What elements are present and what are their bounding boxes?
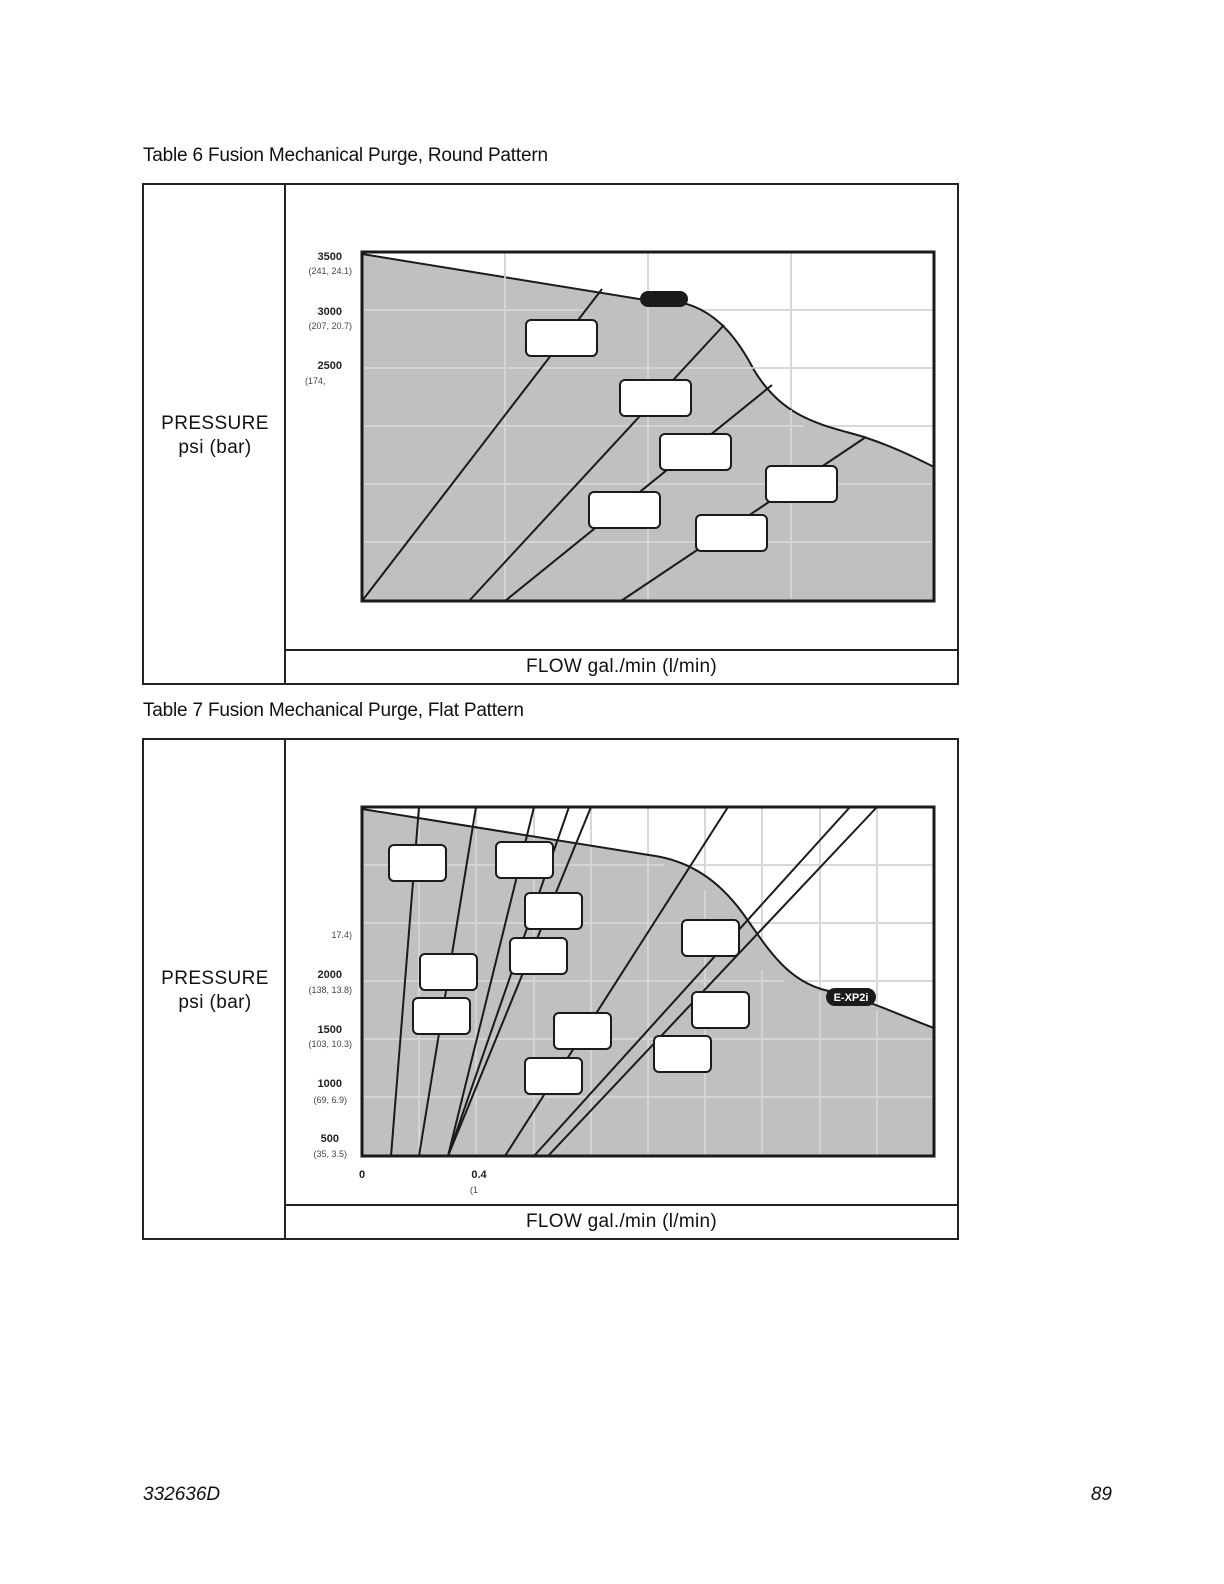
table-6-caption: Table 6 Fusion Mechanical Purge, Round Pattern <box>143 145 548 166</box>
table-7-ytick-500-sub: (35, 3.5) <box>313 1149 347 1159</box>
table-6-y-axis-cell <box>144 185 286 683</box>
table-6-black-badge <box>640 291 688 307</box>
table-6-ytick-3500-sub: (241, 24.1) <box>308 266 352 276</box>
table-7-xtick-0.4-sub: (1 <box>470 1185 479 1195</box>
table-7-y-label-line2: psi (bar) <box>178 992 252 1013</box>
table-7-badge-label: E-XP2i <box>833 992 869 1004</box>
table-6-y-label-line1: PRESSURE <box>161 413 269 434</box>
table-7-ytick-2000: 2000 <box>317 969 342 981</box>
table-6-ytick-3500: 3500 <box>317 251 342 263</box>
table-6-ytick-3000: 3000 <box>317 306 342 318</box>
table-7-ytick-top-sub: 17.4) <box>331 930 352 940</box>
table-7-xtick-0: 0 <box>358 1169 366 1181</box>
table-7-x-label: FLOW gal./min (l/min) <box>286 1204 957 1238</box>
table-6-x-label: FLOW gal./min (l/min) <box>286 649 957 683</box>
table-7-ytick-1000: 1000 <box>317 1078 342 1090</box>
table-7-ytick-2000-sub: (138, 13.8) <box>308 985 352 995</box>
doc-number: 332636D <box>143 1484 221 1505</box>
table-6 <box>142 183 959 685</box>
table-6-y-label-line2: psi (bar) <box>178 437 252 458</box>
table-7-ytick-1500-sub: (103, 10.3) <box>308 1039 352 1049</box>
table-7-caption: Table 7 Fusion Mechanical Purge, Flat Pattern <box>143 700 524 721</box>
table-7-y-axis-cell <box>144 740 286 1238</box>
table-7-y-label-line1: PRESSURE <box>161 968 269 989</box>
page-number: 89 <box>1090 1484 1112 1505</box>
table-6-chart <box>286 185 957 649</box>
table-7-ytick-1000-sub: (69, 6.9) <box>313 1095 347 1105</box>
table-6-ytick-3000-sub: (207, 20.7) <box>308 321 352 331</box>
table-7-xtick-0.4: 0.4 <box>471 1169 487 1181</box>
table-6-ytick-2500-sub: (174, <box>305 376 326 386</box>
table-7 <box>142 738 959 1240</box>
table-7-ytick-1500: 1500 <box>317 1024 342 1036</box>
table-7-chart <box>286 740 957 1204</box>
table-7-ytick-500: 500 <box>320 1133 339 1145</box>
table-6-ytick-2500: 2500 <box>317 360 342 372</box>
